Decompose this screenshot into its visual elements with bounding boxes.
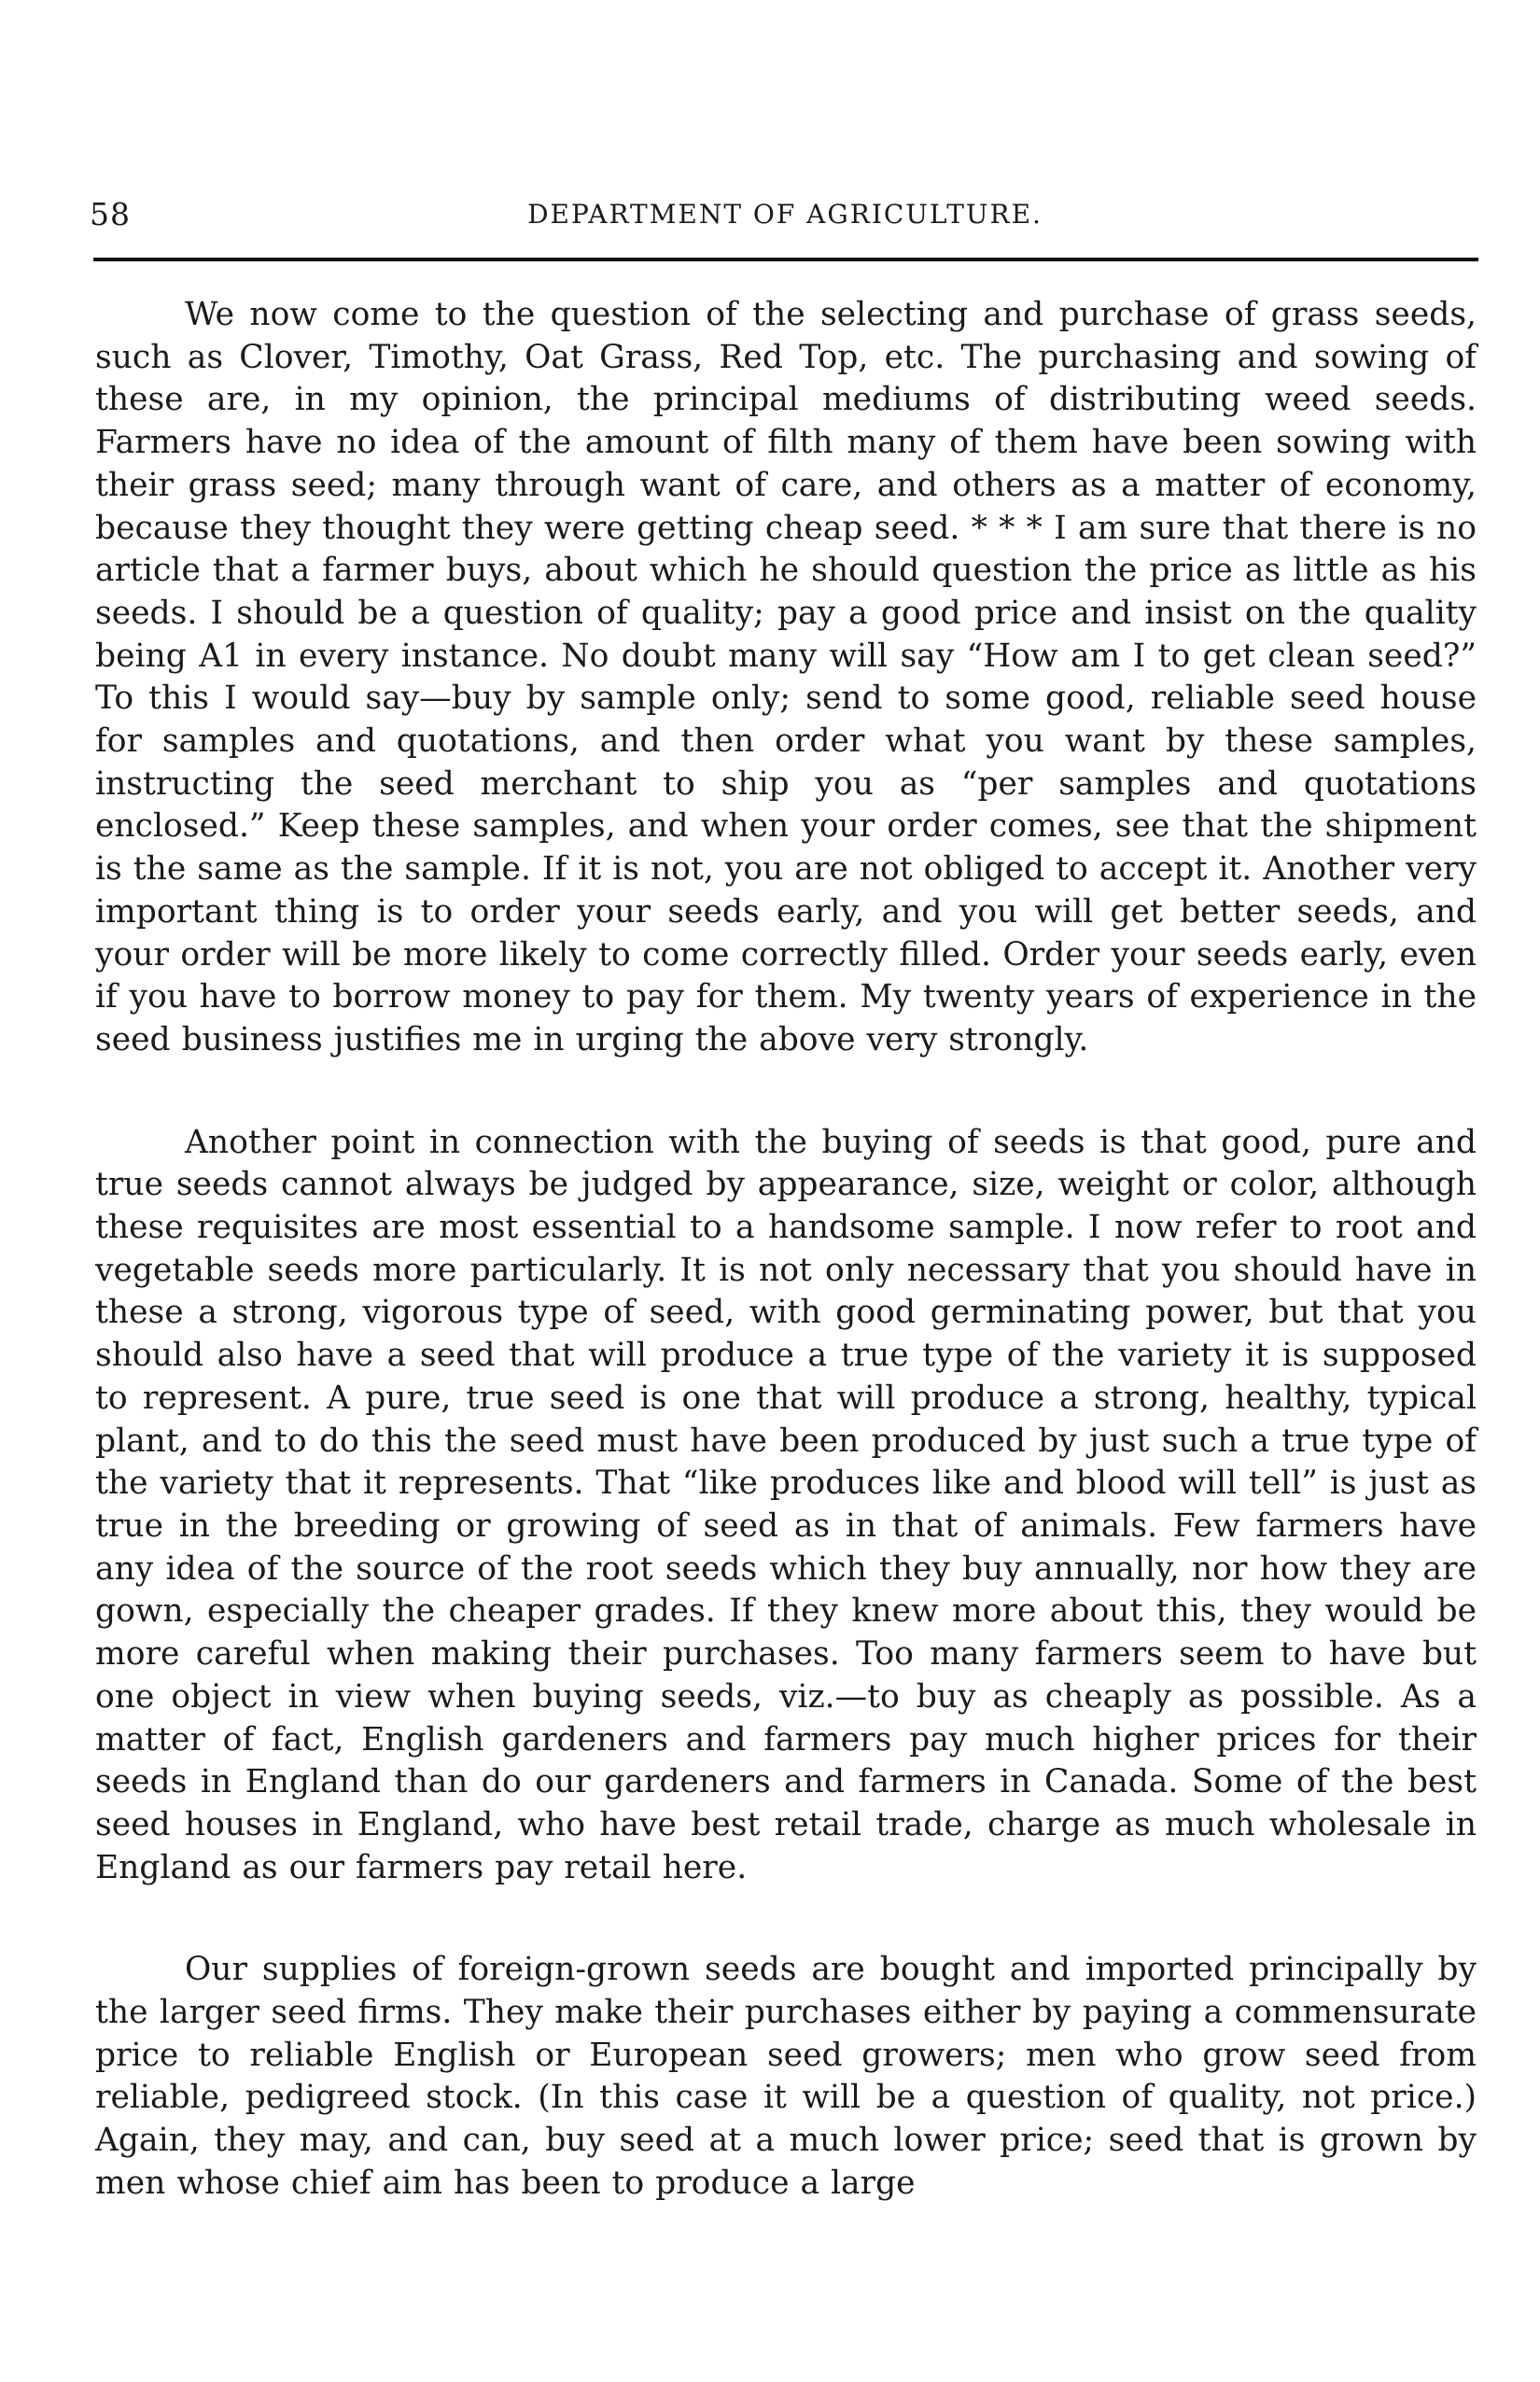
paragraph-foreign-seeds: Our supplies of foreign-grown seeds are bought and imported principally by the larger seed firms. They make their purchases either by paying a commensurate price to reliable English or European seed growers; men who grow seed from reliable, pedigreed stock. (In this case it will be a question of quality, not price.) Again, they may, and can, buy seed at a much lower price; seed that is grown by men whose chief aim has been to produce a large	[95, 1951, 1477, 2202]
page-header	[90, 187, 1480, 243]
paragraph-grass-seeds: We now come to the question of the selecting and purchase of grass seeds, such as Clover, Timothy, Oat Grass, Red Top, etc. The purchasing and sowing of these are, in my opinion, the principal mediums of distributing weed seeds. Farmers have no idea of the amount of filth many of them have been sowing with their grass seed; many through want of care, and others as a matter of economy, because they thought they were getting cheap seed. * * * I am sure that there is no article that a farmer buys, about which he should question the price as little as his seeds. I should be a question of quality; pay a good price and insist on the quality being A1 in every instance. No doubt many will say “How am I to get clean seed?” To this I would say—buy by sample only; send to some good, reliable seed house for samples and quotations, and then order what you want by these samples, instructing the seed merchant to ship you as “per samples and quotations enclosed.” Keep these samples, and when your order comes, see that the shipment is the same as the sample. If it is not, you are not obliged to accept it. Another very important thing is to order your seeds early, and you will get better seeds, and your order will be more likely to come correctly filled. Order your seeds early, even if you have to borrow money to pay for them. My twenty years of experience in the seed business justifies me in urging the above very strongly.	[95, 296, 1477, 1058]
header-rule	[93, 258, 1478, 261]
running-head: DEPARTMENT OF AGRICULTURE.	[527, 199, 1043, 230]
paragraph-buying-seeds: Another point in connection with the buying of seeds is that good, pure and true seeds cannot always be judged by appearance, size, weight or color, although these requisites are most essential to a handsome sample. I now refer to root and vegetable seeds more particularly. It is not only necessary that you should have in these a strong, vigorous type of seed, with good germinating power, but that you should also have a seed that will produce a true type of the variety it is supposed to represent. A pure, true seed is one that will produce a strong, healthy, typical plant, and to do this the seed must have been produced by just such a true type of the variety that it represents. That “like produces like and blood will tell” is just as true in the breeding or growing of seed as in that of animals. Few farmers have any idea of the source of the root seeds which they buy annually, nor how they are gown, especially the cheaper grades. If they knew more about this, they would be more careful when making their purchases. Too many farmers seem to have but one object in view when buying seeds, viz.—to buy as cheaply as possible. As a matter of fact, English gardeners and farmers pay much higher prices for their seeds in England than do our gardeners and farmers in Canada. Some of the best seed houses in England, who have best retail trade, charge as much wholesale in England as our farmers pay retail here.	[95, 1123, 1477, 1886]
page-number: 58	[90, 196, 131, 232]
body-text	[95, 294, 1477, 2206]
